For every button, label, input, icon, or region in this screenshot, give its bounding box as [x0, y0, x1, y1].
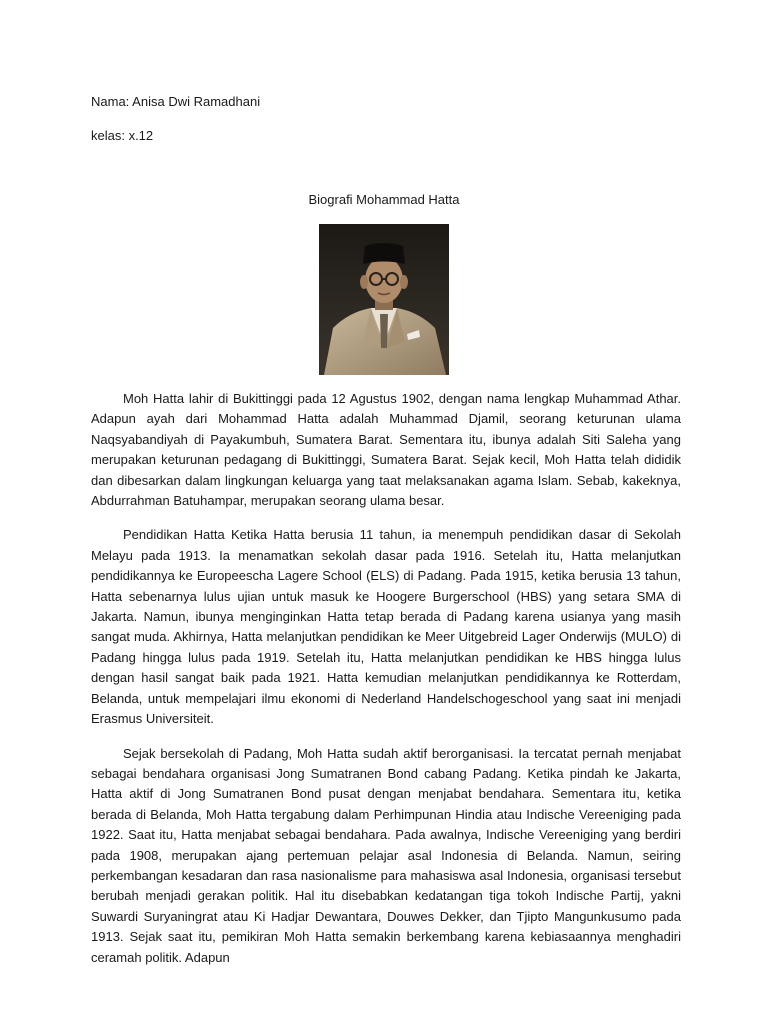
- paragraph-1: Moh Hatta lahir di Bukittinggi pada 12 Agustus 1902, dengan nama lengkap Muhammad Athar. Adapun ayah dari Mohammad Hatta adalah Muhammad Djamil, seorang keturunan ulama Naqsyabandiyah di Payakumbuh, Sumatera Barat. Sementara itu, ibunya adalah Siti Saleha yang merupakan keturunan pedagang di Bukittinggi, Sumatera Barat. Sejak kecil, Moh Hatta telah dididik dan dibesarkan dalam lingkungan keluarga yang taat melaksanakan agama Islam. Sebab, kakeknya, Abdurrahman Batuhampar, merupakan seorang ulama besar.: [91, 391, 681, 509]
- document-body: [91, 389, 681, 982]
- student-name: Nama: Anisa Dwi Ramadhani: [91, 94, 261, 109]
- portrait-photo: [319, 224, 449, 375]
- paragraph-3: Sejak bersekolah di Padang, Moh Hatta sudah aktif berorganisasi. Ia tercatat pernah menjabat sebagai bendahara organisasi Jong Sumatranen Bond cabang Padang. Ketika pindah ke Jakarta, Hatta aktif di Jong Sumatranen Bond pusat dengan menjabat bendahara. Sementara itu, ketika berada di Belanda, Moh Hatta tergabung dalam Perhimpunan Hindia atau Indische Vereeniging pada 1922. Saat itu, Hatta menjabat sebagai bendahara. Pada awalnya, Indische Vereeniging yang berdiri pada 1908, merupakan ajang pertemuan pelajar asal Indonesia di Belanda. Namun, seiring perkembangan kesadaran dan rasa nasionalisme para mahasiswa asal Indonesia, organisasi tersebut berubah menjadi gerakan politik. Hal itu disebabkan kedatangan tiga tokoh Indische Partij, yakni Suwardi Suryaningrat atau Ki Hadjar Dewantara, Douwes Dekker, dan Tjipto Mangunkusumo pada 1913. Sejak saat itu, pemikiran Moh Hatta semakin berkembang karena kebiasaannya menghadiri ceramah politik. Adapun: [91, 745, 681, 965]
- student-class: kelas: x.12: [91, 128, 154, 143]
- portrait-photo-icon: [319, 224, 449, 375]
- paragraph-2: Pendidikan Hatta Ketika Hatta berusia 11 tahun, ia menempuh pendidikan dasar di Sekolah Melayu pada 1913. Ia menamatkan sekolah dasar pada 1916. Setelah itu, Hatta melanjutkan pendidikannya ke Europeescha Lagere School (ELS) di Padang. Pada 1915, ketika berusia 13 tahun, Hatta sebenarnya lulus ujian untuk masuk ke Hoogere Burgerschool (HBS) yang setara SMA di Jakarta. Namun, ibunya menginginkan Hatta tetap berada di Padang karena usianya yang masih sangat muda. Akhirnya, Hatta melanjutkan pendidikan ke Meer Uitgebreid Lager Onderwijs (MULO) di Padang hingga lulus pada 1919. Setelah itu, Hatta melanjutkan pendidikan ke HBS hingga lulus dengan hasil sangat baik pada 1921. Hatta kemudian melanjutkan pendidikannya ke Rotterdam, Belanda, untuk mempelajari ilmu ekonomi di Nederland Handelschogeschool yang saat ini menjadi Erasmus Universiteit.: [91, 527, 681, 727]
- document-title: Biografi Mohammad Hatta: [308, 192, 460, 207]
